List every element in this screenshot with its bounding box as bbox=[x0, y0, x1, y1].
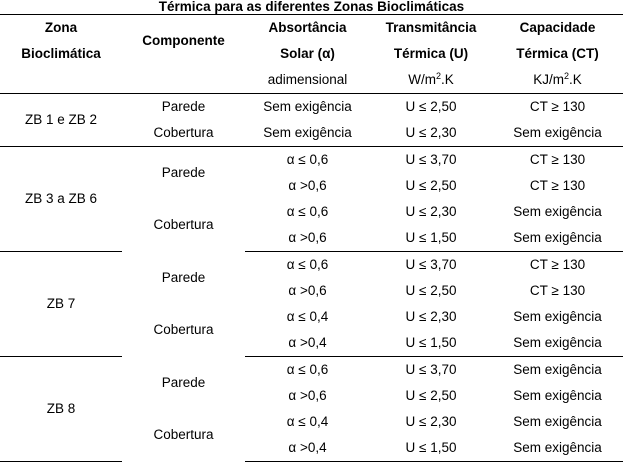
header-absortancia-unit: adimensional bbox=[245, 67, 370, 94]
capacidade-unit-exponent: 2 bbox=[563, 71, 569, 81]
header-transmitancia-line2: Térmica (U) bbox=[393, 46, 469, 61]
header-transmitancia-unit bbox=[370, 67, 492, 94]
transmitancia-cell: U ≤ 2,50 bbox=[405, 178, 457, 193]
absortancia-cell: α >0,6 bbox=[288, 283, 327, 298]
header-absortancia-line2: Solar (α) bbox=[280, 46, 335, 61]
zone-cell: ZB 8 bbox=[0, 357, 122, 462]
absortancia-cell: α >0,6 bbox=[245, 225, 370, 252]
capacidade-unit-suffix: .K bbox=[569, 72, 582, 87]
absortancia-cell: α ≤ 0,6 bbox=[286, 257, 329, 272]
component-cell: Cobertura bbox=[122, 120, 245, 147]
transmitancia-cell: U ≤ 2,30 bbox=[405, 204, 457, 219]
transmitancia-unit-suffix: .K bbox=[441, 72, 454, 87]
absortancia-cell: Sem exigência bbox=[245, 120, 370, 147]
capacidade-unit-base: KJ/m bbox=[533, 72, 564, 87]
absortancia-cell: α >0,6 bbox=[288, 388, 327, 403]
absortancia-cell: α ≤ 0,6 bbox=[286, 152, 329, 167]
transmitancia-cell: U ≤ 1,50 bbox=[370, 435, 492, 462]
transmitancia-cell: U ≤ 2,50 bbox=[405, 99, 457, 114]
table-header bbox=[0, 15, 623, 94]
zone-cell: ZB 7 bbox=[0, 252, 122, 357]
header-capacidade-line2: Térmica (CT) bbox=[516, 46, 599, 61]
table-caption: Térmica para as diferentes Zonas Bioclimáticas bbox=[158, 0, 465, 14]
header-componente-unit-empty bbox=[122, 67, 245, 94]
transmitancia-unit-base: W/m bbox=[408, 72, 436, 87]
transmitancia-cell: U ≤ 3,70 bbox=[405, 362, 457, 377]
header-transmitancia-line1: Transmitância bbox=[370, 15, 492, 42]
capacidade-cell: Sem exigência bbox=[492, 225, 623, 252]
component-cell: Cobertura bbox=[153, 427, 214, 443]
table-row bbox=[0, 357, 623, 384]
table-row bbox=[0, 94, 623, 121]
absortancia-cell: α ≤ 0,4 bbox=[286, 309, 329, 324]
absortancia-cell: α ≤ 0,4 bbox=[286, 414, 329, 429]
component-cell: Parede bbox=[161, 99, 206, 114]
zone-group bbox=[0, 147, 623, 252]
capacidade-cell: Sem exigência bbox=[513, 414, 602, 429]
capacidade-cell: CT ≥ 130 bbox=[529, 283, 586, 298]
transmitancia-cell: U ≤ 1,50 bbox=[370, 225, 492, 252]
capacidade-cell: CT ≥ 130 bbox=[529, 257, 586, 272]
capacidade-cell: Sem exigência bbox=[492, 120, 623, 147]
capacidade-cell: Sem exigência bbox=[492, 435, 623, 462]
component-cell: Parede bbox=[161, 269, 206, 285]
header-zona-unit-empty bbox=[0, 67, 122, 94]
header-zona-line1: Zona bbox=[0, 15, 122, 42]
transmitancia-cell: U ≤ 2,30 bbox=[405, 414, 457, 429]
header-capacidade-line1: Capacidade bbox=[492, 15, 623, 42]
capacidade-cell: CT ≥ 130 bbox=[529, 152, 586, 167]
header-absortancia-line1: Absortância bbox=[245, 15, 370, 42]
table-row bbox=[0, 252, 623, 279]
transmitancia-unit-exponent: 2 bbox=[435, 71, 441, 81]
absortancia-cell: α >0,4 bbox=[245, 435, 370, 462]
zone-group bbox=[0, 357, 623, 462]
zone-group bbox=[0, 252, 623, 357]
requirements-table bbox=[0, 14, 623, 462]
absortancia-cell: Sem exigência bbox=[263, 99, 352, 114]
capacidade-cell: CT ≥ 130 bbox=[529, 99, 586, 114]
transmitancia-cell: U ≤ 3,70 bbox=[405, 257, 457, 272]
zone-cell: ZB 3 a ZB 6 bbox=[0, 147, 122, 252]
header-capacidade-unit bbox=[492, 67, 623, 94]
absortancia-cell: α ≤ 0,6 bbox=[286, 204, 329, 219]
transmitancia-cell: U ≤ 3,70 bbox=[405, 152, 457, 167]
absortancia-cell: α ≤ 0,6 bbox=[286, 362, 329, 377]
component-cell: Parede bbox=[161, 165, 206, 180]
table-row bbox=[0, 147, 623, 174]
zone-cell: ZB 1 e ZB 2 bbox=[0, 94, 122, 147]
transmitancia-cell: U ≤ 2,30 bbox=[405, 309, 457, 324]
capacidade-cell: Sem exigência bbox=[513, 204, 602, 219]
transmitancia-cell: U ≤ 2,30 bbox=[370, 120, 492, 147]
capacidade-cell: CT ≥ 130 bbox=[529, 178, 586, 193]
component-cell: Cobertura bbox=[153, 217, 214, 233]
capacidade-cell: Sem exigência bbox=[492, 330, 623, 357]
transmitancia-cell: U ≤ 1,50 bbox=[370, 330, 492, 357]
header-zona-line2: Bioclimática bbox=[21, 46, 101, 61]
capacidade-cell: Sem exigência bbox=[513, 362, 602, 377]
absortancia-cell: α >0,6 bbox=[288, 178, 327, 193]
transmitancia-cell: U ≤ 2,50 bbox=[405, 283, 457, 298]
zone-group bbox=[0, 94, 623, 147]
transmitancia-cell: U ≤ 2,50 bbox=[405, 388, 457, 403]
capacidade-cell: Sem exigência bbox=[513, 388, 602, 403]
component-cell: Parede bbox=[161, 374, 206, 390]
header-componente: Componente bbox=[122, 15, 245, 68]
absortancia-cell: α >0,4 bbox=[245, 330, 370, 357]
capacidade-cell: Sem exigência bbox=[513, 309, 602, 324]
component-cell: Cobertura bbox=[153, 322, 214, 338]
